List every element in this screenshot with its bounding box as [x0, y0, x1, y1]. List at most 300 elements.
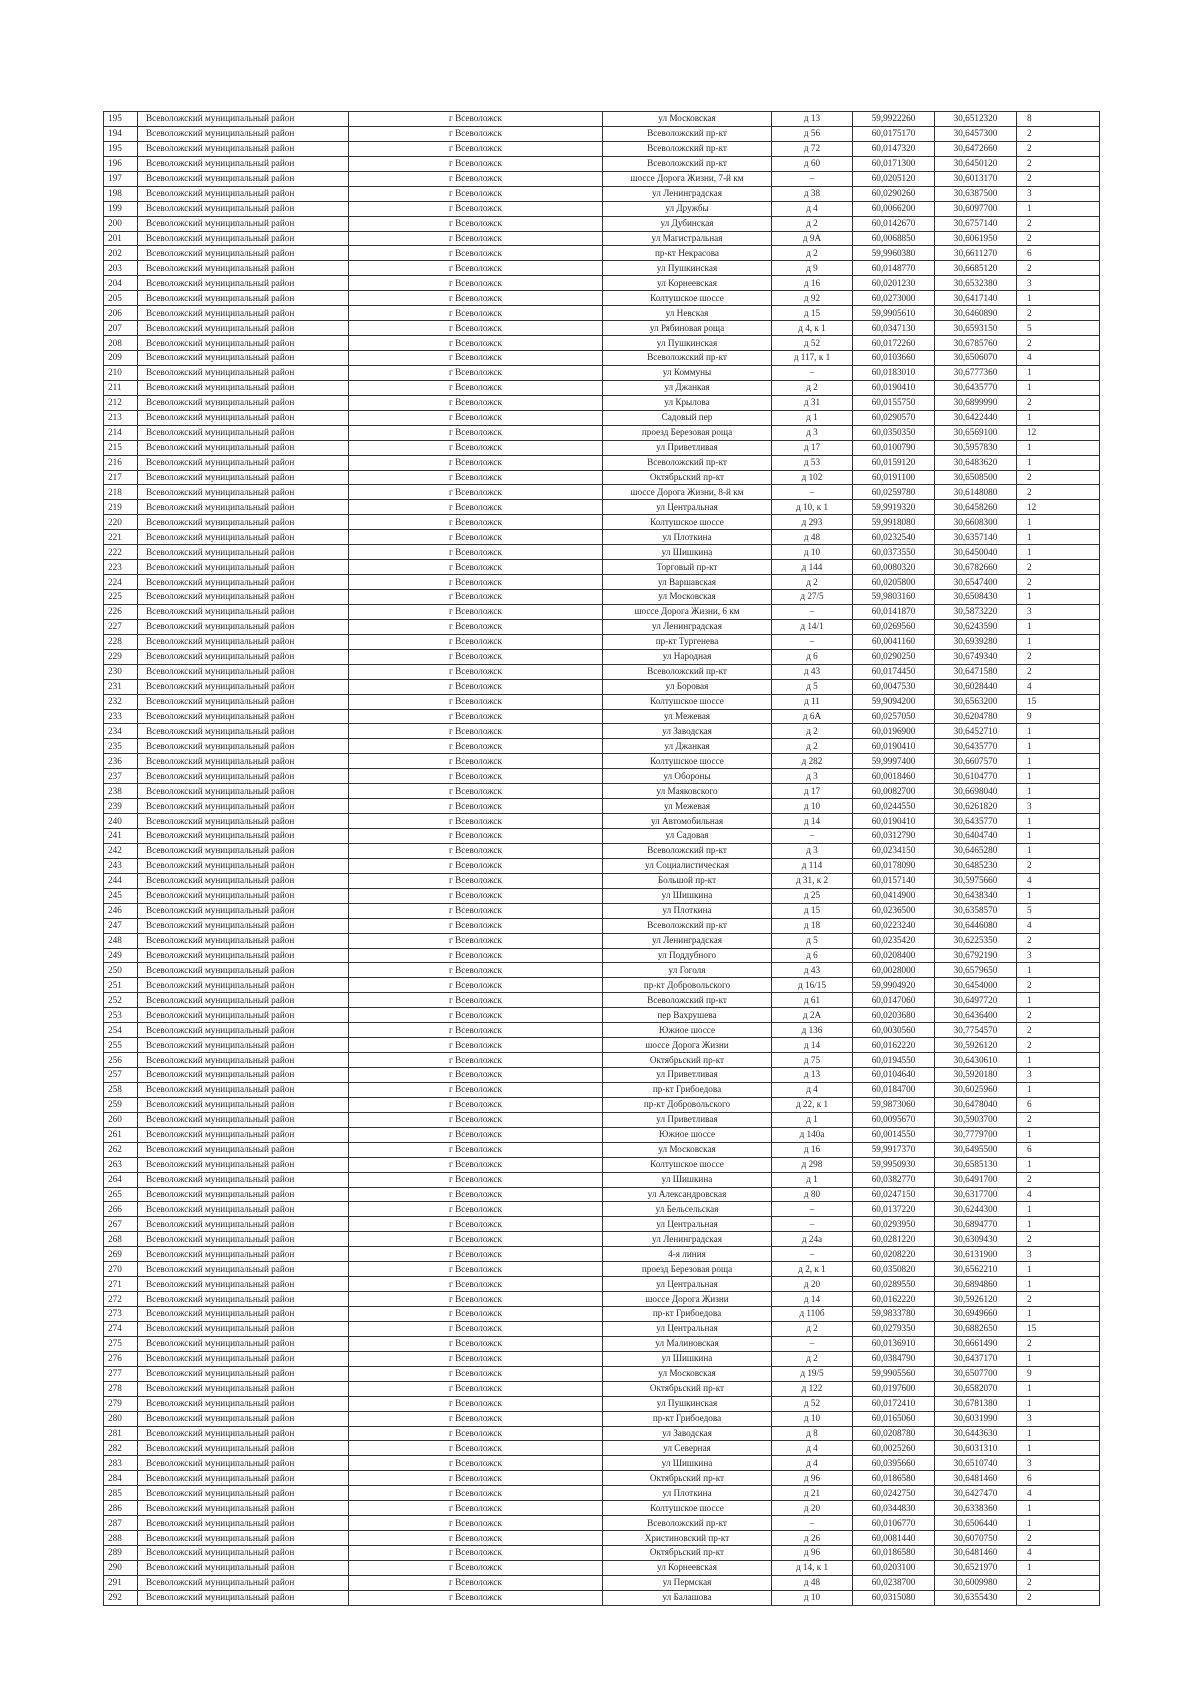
- town-cell: г Всеволожск: [349, 619, 603, 634]
- longitude-cell: 30,6939280: [935, 634, 1017, 649]
- district-cell: Всеволожский муниципальный район: [138, 1501, 349, 1516]
- count-cell: 1: [1017, 1307, 1100, 1322]
- town-cell: г Всеволожск: [349, 724, 603, 739]
- house-cell: д 4: [772, 1082, 853, 1097]
- district-cell: Всеволожский муниципальный район: [138, 1471, 349, 1486]
- street-cell: ул Московская: [603, 1142, 772, 1157]
- table-row: [104, 873, 1100, 888]
- street-cell: ул Центральная: [603, 1217, 772, 1232]
- latitude-cell: 60,0279350: [853, 1321, 935, 1336]
- longitude-cell: 30,6481460: [935, 1471, 1017, 1486]
- town-cell: г Всеволожск: [349, 709, 603, 724]
- district-cell: Всеволожский муниципальный район: [138, 112, 349, 127]
- latitude-cell: 60,0235420: [853, 933, 935, 948]
- street-cell: Всеволожский пр-кт: [603, 664, 772, 679]
- town-cell: г Всеволожск: [349, 1590, 603, 1605]
- house-cell: д 2: [772, 380, 853, 395]
- longitude-cell: 30,5920180: [935, 1068, 1017, 1083]
- longitude-cell: 30,6512320: [935, 112, 1017, 127]
- row-number: 220: [104, 515, 138, 530]
- town-cell: г Всеволожск: [349, 1441, 603, 1456]
- row-number: 211: [104, 380, 138, 395]
- house-cell: д 22, к 1: [772, 1097, 853, 1112]
- latitude-cell: 60,0203680: [853, 1008, 935, 1023]
- street-cell: Всеволожский пр-кт: [603, 918, 772, 933]
- town-cell: г Всеволожск: [349, 410, 603, 425]
- street-cell: Христиновский пр-кт: [603, 1531, 772, 1546]
- table-row: [104, 1053, 1100, 1068]
- district-cell: Всеволожский муниципальный район: [138, 754, 349, 769]
- house-cell: д 136: [772, 1023, 853, 1038]
- longitude-cell: 30,6495500: [935, 1142, 1017, 1157]
- row-number: 255: [104, 1038, 138, 1053]
- town-cell: г Всеволожск: [349, 545, 603, 560]
- count-cell: 2: [1017, 664, 1100, 679]
- house-cell: д 48: [772, 1575, 853, 1590]
- town-cell: г Всеволожск: [349, 1097, 603, 1112]
- house-cell: д 52: [772, 336, 853, 351]
- longitude-cell: 30,5926120: [935, 1292, 1017, 1307]
- house-cell: д 13: [772, 112, 853, 127]
- row-number: 202: [104, 246, 138, 261]
- latitude-cell: 59,9904920: [853, 978, 935, 993]
- count-cell: 2: [1017, 1008, 1100, 1023]
- latitude-cell: 60,0414900: [853, 888, 935, 903]
- table-row: [104, 1202, 1100, 1217]
- row-number: 247: [104, 918, 138, 933]
- table-row: [104, 724, 1100, 739]
- row-number: 207: [104, 321, 138, 336]
- count-cell: 1: [1017, 843, 1100, 858]
- count-cell: 8: [1017, 112, 1100, 127]
- street-cell: ул Пермская: [603, 1575, 772, 1590]
- street-cell: ул Шишкина: [603, 1456, 772, 1471]
- longitude-cell: 30,6430610: [935, 1053, 1017, 1068]
- latitude-cell: 59,9905610: [853, 306, 935, 321]
- count-cell: 2: [1017, 336, 1100, 351]
- longitude-cell: 30,5873220: [935, 604, 1017, 619]
- count-cell: 1: [1017, 814, 1100, 829]
- longitude-cell: 30,6508430: [935, 590, 1017, 605]
- table-row: [104, 858, 1100, 873]
- latitude-cell: 59,9094200: [853, 694, 935, 709]
- table-row: [104, 1501, 1100, 1516]
- row-number: 241: [104, 829, 138, 844]
- district-cell: Всеволожский муниципальный район: [138, 141, 349, 156]
- table-row: [104, 485, 1100, 500]
- count-cell: 4: [1017, 351, 1100, 366]
- latitude-cell: 59,9919320: [853, 500, 935, 515]
- table-row: [104, 291, 1100, 306]
- town-cell: г Всеволожск: [349, 1127, 603, 1142]
- street-cell: 4-я линия: [603, 1247, 772, 1262]
- count-cell: 4: [1017, 679, 1100, 694]
- row-number: 218: [104, 485, 138, 500]
- district-cell: Всеволожский муниципальный район: [138, 231, 349, 246]
- district-cell: Всеволожский муниципальный район: [138, 1187, 349, 1202]
- street-cell: ул Джанкая: [603, 739, 772, 754]
- house-cell: д 17: [772, 440, 853, 455]
- latitude-cell: 60,0172410: [853, 1396, 935, 1411]
- count-cell: 1: [1017, 1516, 1100, 1531]
- district-cell: Всеволожский муниципальный район: [138, 485, 349, 500]
- latitude-cell: 60,0201230: [853, 276, 935, 291]
- house-cell: д 144: [772, 560, 853, 575]
- table-row: [104, 321, 1100, 336]
- count-cell: 1: [1017, 365, 1100, 380]
- row-number: 227: [104, 619, 138, 634]
- count-cell: 2: [1017, 978, 1100, 993]
- house-cell: д 9А: [772, 231, 853, 246]
- table-row: [104, 1217, 1100, 1232]
- longitude-cell: 30,6317700: [935, 1187, 1017, 1202]
- table-row: [104, 171, 1100, 186]
- longitude-cell: 30,6510740: [935, 1456, 1017, 1471]
- district-cell: Всеволожский муниципальный район: [138, 1560, 349, 1575]
- latitude-cell: 60,0244550: [853, 799, 935, 814]
- count-cell: 4: [1017, 1546, 1100, 1561]
- district-cell: Всеволожский муниципальный район: [138, 276, 349, 291]
- house-cell: д 43: [772, 664, 853, 679]
- house-cell: д 102: [772, 470, 853, 485]
- row-number: 266: [104, 1202, 138, 1217]
- street-cell: Октябрьский пр-кт: [603, 470, 772, 485]
- longitude-cell: 30,6894860: [935, 1277, 1017, 1292]
- town-cell: г Всеволожск: [349, 336, 603, 351]
- town-cell: г Всеволожск: [349, 1396, 603, 1411]
- row-number: 275: [104, 1336, 138, 1351]
- count-cell: 2: [1017, 470, 1100, 485]
- latitude-cell: 60,0196900: [853, 724, 935, 739]
- table-row: [104, 455, 1100, 470]
- longitude-cell: 30,6446080: [935, 918, 1017, 933]
- table-row: [104, 1590, 1100, 1605]
- longitude-cell: 30,6899990: [935, 395, 1017, 410]
- house-cell: –: [772, 1247, 853, 1262]
- latitude-cell: 60,0191100: [853, 470, 935, 485]
- house-cell: –: [772, 1516, 853, 1531]
- count-cell: 1: [1017, 724, 1100, 739]
- house-cell: д 2: [772, 216, 853, 231]
- longitude-cell: 30,5926120: [935, 1038, 1017, 1053]
- table-row: [104, 649, 1100, 664]
- town-cell: г Всеволожск: [349, 694, 603, 709]
- district-cell: Всеволожский муниципальный район: [138, 261, 349, 276]
- town-cell: г Всеволожск: [349, 1247, 603, 1262]
- latitude-cell: 60,0190410: [853, 739, 935, 754]
- table-row: [104, 590, 1100, 605]
- street-cell: Южное шоссе: [603, 1127, 772, 1142]
- longitude-cell: 30,6465280: [935, 843, 1017, 858]
- latitude-cell: 60,0148770: [853, 261, 935, 276]
- town-cell: г Всеволожск: [349, 829, 603, 844]
- town-cell: г Всеволожск: [349, 664, 603, 679]
- table-row: [104, 351, 1100, 366]
- street-cell: ул Балашова: [603, 1590, 772, 1605]
- row-number: 289: [104, 1546, 138, 1561]
- house-cell: д 15: [772, 903, 853, 918]
- street-cell: ул Центральная: [603, 1277, 772, 1292]
- row-number: 268: [104, 1232, 138, 1247]
- table-row: [104, 440, 1100, 455]
- town-cell: г Всеволожск: [349, 1292, 603, 1307]
- house-cell: д 92: [772, 291, 853, 306]
- latitude-cell: 59,9950930: [853, 1157, 935, 1172]
- table-row: [104, 709, 1100, 724]
- count-cell: 1: [1017, 1127, 1100, 1142]
- house-cell: –: [772, 485, 853, 500]
- town-cell: г Всеволожск: [349, 799, 603, 814]
- street-cell: ул Шишкина: [603, 545, 772, 560]
- house-cell: д 60: [772, 156, 853, 171]
- street-cell: Октябрьский пр-кт: [603, 1471, 772, 1486]
- latitude-cell: 60,0344830: [853, 1501, 935, 1516]
- table-row: [104, 814, 1100, 829]
- latitude-cell: 60,0186580: [853, 1546, 935, 1561]
- town-cell: г Всеволожск: [349, 1486, 603, 1501]
- latitude-cell: 60,0028000: [853, 963, 935, 978]
- district-cell: Всеволожский муниципальный район: [138, 1127, 349, 1142]
- street-cell: ул Московская: [603, 1366, 772, 1381]
- row-number: 239: [104, 799, 138, 814]
- house-cell: д 52: [772, 1396, 853, 1411]
- table-row: [104, 1277, 1100, 1292]
- longitude-cell: 30,6607570: [935, 754, 1017, 769]
- count-cell: 2: [1017, 216, 1100, 231]
- latitude-cell: 60,0257050: [853, 709, 935, 724]
- longitude-cell: 30,7754570: [935, 1023, 1017, 1038]
- table-row: [104, 141, 1100, 156]
- longitude-cell: 30,5957830: [935, 440, 1017, 455]
- count-cell: 4: [1017, 1486, 1100, 1501]
- longitude-cell: 30,6585130: [935, 1157, 1017, 1172]
- longitude-cell: 30,6491700: [935, 1172, 1017, 1187]
- town-cell: г Всеволожск: [349, 963, 603, 978]
- longitude-cell: 30,6749340: [935, 649, 1017, 664]
- row-number: 292: [104, 1590, 138, 1605]
- row-number: 230: [104, 664, 138, 679]
- town-cell: г Всеволожск: [349, 276, 603, 291]
- street-cell: ул Обороны: [603, 769, 772, 784]
- street-cell: ул Маяковского: [603, 784, 772, 799]
- table-row: [104, 201, 1100, 216]
- latitude-cell: 60,0290570: [853, 410, 935, 425]
- count-cell: 2: [1017, 261, 1100, 276]
- row-number: 236: [104, 754, 138, 769]
- town-cell: г Всеволожск: [349, 291, 603, 306]
- row-number: 238: [104, 784, 138, 799]
- longitude-cell: 30,6309430: [935, 1232, 1017, 1247]
- latitude-cell: 60,0205800: [853, 575, 935, 590]
- district-cell: Всеволожский муниципальный район: [138, 590, 349, 605]
- latitude-cell: 60,0162220: [853, 1038, 935, 1053]
- row-number: 285: [104, 1486, 138, 1501]
- street-cell: Большой пр-кт: [603, 873, 772, 888]
- row-number: 233: [104, 709, 138, 724]
- latitude-cell: 60,0095670: [853, 1112, 935, 1127]
- count-cell: 1: [1017, 1082, 1100, 1097]
- count-cell: 6: [1017, 1471, 1100, 1486]
- table-row: [104, 784, 1100, 799]
- house-cell: д 25: [772, 888, 853, 903]
- house-cell: д 3: [772, 843, 853, 858]
- table-row: [104, 1008, 1100, 1023]
- house-cell: д 117, к 1: [772, 351, 853, 366]
- row-number: 251: [104, 978, 138, 993]
- district-cell: Всеволожский муниципальный район: [138, 321, 349, 336]
- count-cell: 4: [1017, 1187, 1100, 1202]
- table-row: [104, 1321, 1100, 1336]
- row-number: 215: [104, 440, 138, 455]
- district-cell: Всеволожский муниципальный район: [138, 1516, 349, 1531]
- street-cell: ул Корнеевская: [603, 1560, 772, 1575]
- street-cell: шоссе Дорога Жизни, 6 км: [603, 604, 772, 619]
- count-cell: 3: [1017, 948, 1100, 963]
- street-cell: Всеволожский пр-кт: [603, 455, 772, 470]
- street-cell: ул Плоткина: [603, 530, 772, 545]
- count-cell: 3: [1017, 1411, 1100, 1426]
- longitude-cell: 30,6781380: [935, 1396, 1017, 1411]
- count-cell: 5: [1017, 321, 1100, 336]
- longitude-cell: 30,5903700: [935, 1112, 1017, 1127]
- longitude-cell: 30,6521970: [935, 1560, 1017, 1575]
- table-row: [104, 634, 1100, 649]
- house-cell: д 122: [772, 1381, 853, 1396]
- town-cell: г Всеволожск: [349, 933, 603, 948]
- row-number: 272: [104, 1292, 138, 1307]
- row-number: 245: [104, 888, 138, 903]
- town-cell: г Всеволожск: [349, 948, 603, 963]
- row-number: 286: [104, 1501, 138, 1516]
- longitude-cell: 30,6443630: [935, 1426, 1017, 1441]
- house-cell: д 17: [772, 784, 853, 799]
- house-cell: д 14: [772, 814, 853, 829]
- count-cell: 2: [1017, 395, 1100, 410]
- latitude-cell: 60,0106770: [853, 1516, 935, 1531]
- table-row: [104, 1381, 1100, 1396]
- row-number: 244: [104, 873, 138, 888]
- town-cell: г Всеволожск: [349, 1411, 603, 1426]
- town-cell: г Всеволожск: [349, 1112, 603, 1127]
- town-cell: г Всеволожск: [349, 918, 603, 933]
- house-cell: д 2: [772, 1351, 853, 1366]
- table-row: [104, 1546, 1100, 1561]
- town-cell: г Всеволожск: [349, 1336, 603, 1351]
- count-cell: 2: [1017, 1112, 1100, 1127]
- street-cell: ул Пушкинская: [603, 336, 772, 351]
- latitude-cell: 60,0281220: [853, 1232, 935, 1247]
- street-cell: ул Московская: [603, 112, 772, 127]
- house-cell: д 14: [772, 1292, 853, 1307]
- table-row: [104, 112, 1100, 127]
- town-cell: г Всеволожск: [349, 306, 603, 321]
- longitude-cell: 30,6563200: [935, 694, 1017, 709]
- row-number: 283: [104, 1456, 138, 1471]
- house-cell: д 3: [772, 769, 853, 784]
- row-number: 249: [104, 948, 138, 963]
- row-number: 226: [104, 604, 138, 619]
- longitude-cell: 30,6483620: [935, 455, 1017, 470]
- town-cell: г Всеволожск: [349, 604, 603, 619]
- count-cell: 1: [1017, 291, 1100, 306]
- town-cell: г Всеволожск: [349, 843, 603, 858]
- latitude-cell: 60,0155750: [853, 395, 935, 410]
- table-row: [104, 1411, 1100, 1426]
- table-row: [104, 1396, 1100, 1411]
- count-cell: 1: [1017, 455, 1100, 470]
- row-number: 203: [104, 261, 138, 276]
- house-cell: д 14/1: [772, 619, 853, 634]
- street-cell: ул Автомобильная: [603, 814, 772, 829]
- house-cell: д 75: [772, 1053, 853, 1068]
- house-cell: д 6А: [772, 709, 853, 724]
- count-cell: 1: [1017, 769, 1100, 784]
- house-cell: –: [772, 829, 853, 844]
- table-row: [104, 1097, 1100, 1112]
- house-cell: д 293: [772, 515, 853, 530]
- row-number: 256: [104, 1053, 138, 1068]
- district-cell: Всеволожский муниципальный район: [138, 634, 349, 649]
- row-number: 200: [104, 216, 138, 231]
- latitude-cell: 59,9960380: [853, 246, 935, 261]
- street-cell: ул Садовая: [603, 829, 772, 844]
- latitude-cell: 60,0157140: [853, 873, 935, 888]
- town-cell: г Всеволожск: [349, 365, 603, 380]
- count-cell: 1: [1017, 619, 1100, 634]
- street-cell: Торговый пр-кт: [603, 560, 772, 575]
- street-cell: пр-кт Грибоедова: [603, 1082, 772, 1097]
- table-row: [104, 769, 1100, 784]
- count-cell: 2: [1017, 1292, 1100, 1307]
- district-cell: Всеволожский муниципальный район: [138, 993, 349, 1008]
- street-cell: проезд Березовая роща: [603, 1262, 772, 1277]
- table-row: [104, 246, 1100, 261]
- row-number: 209: [104, 351, 138, 366]
- house-cell: д 21: [772, 1486, 853, 1501]
- count-cell: 1: [1017, 1217, 1100, 1232]
- district-cell: Всеволожский муниципальный район: [138, 1351, 349, 1366]
- row-number: 279: [104, 1396, 138, 1411]
- house-cell: д 4: [772, 1441, 853, 1456]
- table-row: [104, 1172, 1100, 1187]
- district-cell: Всеволожский муниципальный район: [138, 1381, 349, 1396]
- longitude-cell: 30,6417140: [935, 291, 1017, 306]
- street-cell: пр-кт Грибоедова: [603, 1307, 772, 1322]
- house-cell: д 2: [772, 739, 853, 754]
- count-cell: 12: [1017, 500, 1100, 515]
- count-cell: 1: [1017, 515, 1100, 530]
- district-cell: Всеволожский муниципальный район: [138, 903, 349, 918]
- house-cell: д 16/15: [772, 978, 853, 993]
- row-number: 284: [104, 1471, 138, 1486]
- latitude-cell: 59,9997400: [853, 754, 935, 769]
- longitude-cell: 30,6547400: [935, 575, 1017, 590]
- longitude-cell: 30,6478040: [935, 1097, 1017, 1112]
- latitude-cell: 60,0190410: [853, 380, 935, 395]
- longitude-cell: 30,6562210: [935, 1262, 1017, 1277]
- latitude-cell: 60,0174450: [853, 664, 935, 679]
- count-cell: 12: [1017, 425, 1100, 440]
- town-cell: г Всеволожск: [349, 351, 603, 366]
- table-row: [104, 425, 1100, 440]
- house-cell: –: [772, 1217, 853, 1232]
- row-number: 231: [104, 679, 138, 694]
- street-cell: Всеволожский пр-кт: [603, 1516, 772, 1531]
- district-cell: Всеволожский муниципальный район: [138, 216, 349, 231]
- table-row: [104, 888, 1100, 903]
- latitude-cell: 60,0178090: [853, 858, 935, 873]
- house-cell: д 14: [772, 1038, 853, 1053]
